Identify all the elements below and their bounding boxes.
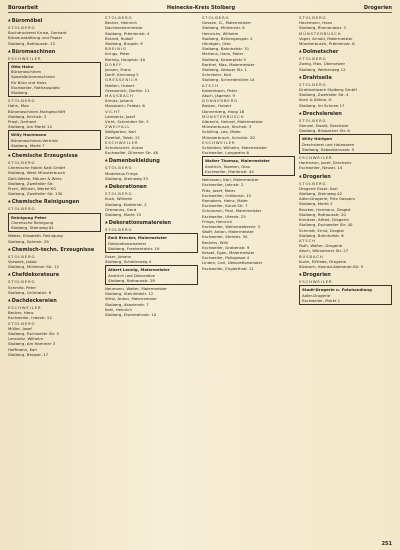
town-heading: STOLBERG <box>299 81 327 87</box>
listing-entry: Albrecht, Helmut, Malermeister <box>202 119 263 125</box>
listing-entry: Heckmann, Hans <box>299 20 333 26</box>
listing-entry: Weber, Elisabeth, Reinigung <box>8 233 63 239</box>
listing-entry: Stolberg, Markt 2 <box>299 201 333 207</box>
listing-entry: Dalli-Werke, Mäurer & Wirtz <box>8 175 62 181</box>
listing-entry: Stolberg, Bahnhofstr. 31 <box>202 46 250 52</box>
listing-entry: Büsbach, Konrad-Adenauer-Str. 9 <box>299 263 364 269</box>
listing-entry: Eschweiler, Wollenweberstr. 3 <box>202 223 261 229</box>
listing-entry: Vogel, Arnold, Malermeister <box>299 35 353 41</box>
display-ad-box <box>105 265 198 285</box>
listing-entry: Stolberg, Burgstr. 9 <box>105 41 143 47</box>
listing-entry: Stolberg, Kaiserplatz 5 <box>202 56 246 62</box>
listing-entry: Stolberg, Bahnhofstr. 6 <box>299 232 344 238</box>
listing-entry: Kohl, Heinrich <box>105 306 132 312</box>
listing-entry: Stolberg, Steinweg 42 <box>299 191 342 197</box>
listing-entry: Stolberg, Zweifaller Str. <box>8 180 54 186</box>
town-heading: VICHT <box>105 108 121 114</box>
town-heading: ESCHWEILER <box>8 304 42 310</box>
ad-line: für Büro und Haus <box>11 79 47 85</box>
town-heading: STOLBERG <box>105 165 133 171</box>
listing-entry: Atsch, Würselener Str. 27 <box>299 248 349 254</box>
listing-entry: Drogerie Esser, Karl <box>299 185 338 191</box>
listing-entry: Eschweiler, Dürener Str. 48 <box>105 150 159 156</box>
listing-entry: Breinig, Hauptstr. 40 <box>105 56 146 62</box>
listing-entry: Stolberg, Schellerweg 4 <box>105 259 152 265</box>
listing-entry: Bosten, Hubert <box>202 103 232 109</box>
display-ad-box <box>8 130 101 150</box>
listing-entry: Büromaschinen-Fachgeschäft <box>8 108 66 114</box>
listing-entry: Stolberg, Am Markt 14 <box>8 124 52 130</box>
listing-entry: Stolberg, Eschweiler Str. 5 <box>8 330 60 336</box>
listing-entry: Stolberg, Birkengangstr. 2 <box>202 35 253 41</box>
ad-line: Dekorationsmalerei <box>108 240 146 246</box>
listing-entry: Stolberg, Schneidmühle 14 <box>202 77 255 83</box>
listing-entry: Prym, William, Werke KG <box>8 186 57 192</box>
ad-line: Anstrich und Dekoration <box>108 272 156 278</box>
listing-entry: Nießen, Hubert <box>105 82 135 88</box>
listing-entry: Kaldenbach, Peter <box>202 87 238 93</box>
town-heading: MÜNSTERBUSCH <box>202 113 245 119</box>
town-heading: BREINIG <box>105 46 127 52</box>
listing-entry: Brandt, Rudolf <box>105 35 133 41</box>
town-heading: STOLBERG <box>8 320 36 326</box>
listing-entry: Schmidt, Ernst, Drogist <box>299 227 344 233</box>
listing-entry: Stolberg, Büsbacher Str. 8 <box>299 128 350 134</box>
listing-entry: Lennartz, Wilhelm <box>8 336 44 342</box>
display-ad-box <box>299 285 392 305</box>
listing-entry: Stolberg, Zweifaller Str. 130 <box>8 191 63 197</box>
display-ad-box <box>8 62 101 97</box>
ad-line: Adler-Drogerie <box>302 292 331 298</box>
listing-entry: Barthel, Max, Malermeister <box>202 61 255 67</box>
ad-line: Albert Lennig, Malermeister <box>108 267 170 273</box>
category-heading: ▲ Dekorationsmalereien <box>105 219 198 227</box>
listing-entry: Wirtz, Anton, Malermeister <box>105 296 158 302</box>
category-heading: ▲ Chemisch-techn. Erzeugnisse <box>8 246 101 254</box>
listing-entry: Gessen, G., Malermeister <box>202 20 252 26</box>
listing-entry: Münsterbusch, Schulstr. 20 <box>202 134 255 140</box>
listing-entry: Stolberg, Rhenaniastr. 3 <box>299 25 346 31</box>
listing-entry: Gressenich, Dorfstr. 11 <box>105 87 150 93</box>
listing-entry: Eschweiler, Kurze Str. 7 <box>202 203 248 209</box>
category-heading: ▲ Dolmetscher <box>299 48 392 56</box>
category-heading: ▲ Drogerien <box>299 271 392 279</box>
listing-entry: Stolberg, Im Schnee 17 <box>299 102 345 108</box>
listing-entry: Stenzel, Ewald, Drechsler <box>299 123 349 129</box>
town-heading: ESCHWEILER <box>105 139 139 145</box>
listing-entry: Schilling, Leo, Maler <box>202 129 241 135</box>
listing-entry: Eschweiler, Steinstr. 30 <box>202 234 248 240</box>
listing-entry: Eschweiler, Englerthstr. 11 <box>202 265 254 271</box>
listing-entry: Hartmann, Josef, Drechsler <box>299 160 352 166</box>
town-heading: ATSCH <box>299 237 316 243</box>
listing-entry: Stolberg, Markt 15 <box>105 211 142 217</box>
column-4 <box>299 15 392 547</box>
category-heading: ▲ Chefdekorateure <box>8 271 101 279</box>
ad-line: Stadt-Drogerie u. Fotohandlung <box>302 287 372 293</box>
listing-entry: Stolberg, Mühlener Str. 12 <box>8 264 59 270</box>
town-heading: STOLBERG <box>299 117 327 123</box>
town-heading: GRESSENICH <box>105 77 139 83</box>
ad-line: Reinigung Peter <box>11 214 47 220</box>
listing-entry: Ramakers, Heinz, Maler <box>202 197 248 203</box>
listing-entry: Stolberg, Eisenbahnstr. 10 <box>105 311 157 317</box>
listing-entry: Stolberg, Werk Münsterbusch <box>8 170 66 176</box>
category-heading: ▲ Drechslereien <box>299 110 392 118</box>
listing-entry: Stolberg, Kirchstr. 3 <box>8 113 47 119</box>
listing-entry: Schumann, Paul, Malermeister <box>202 208 262 214</box>
listing-entry: Stolberg, Weiherweg 12 <box>299 66 346 72</box>
town-heading: ESCHWEILER <box>299 279 333 285</box>
town-heading: STOLBERG <box>8 253 36 259</box>
listing-entry: Stolberg, Zweifaller Str. 4 <box>299 92 349 98</box>
ad-line: Stolberg, Rathausstr. 28 <box>108 277 155 283</box>
listing-columns <box>8 15 392 547</box>
listing-entry: Roth, Walter, Drogerie <box>299 243 343 249</box>
listing-entry: Stolberg, Prämienstr. 4 <box>105 30 150 36</box>
town-heading: ATSCH <box>202 82 219 88</box>
ad-line: Eschweiler, Rathausplatz <box>11 84 60 90</box>
category-heading: ▲ Büromöbel <box>8 17 101 25</box>
ad-line: Stolberg, Sebastianusstr. 5 <box>302 146 355 152</box>
display-ad-box <box>8 213 101 233</box>
ad-line: Büromaschinen-Vertrieb <box>11 137 58 143</box>
listing-entry: Stolberg, Klatterstr. 2 <box>105 201 147 207</box>
listing-entry: Kuck, Wilhelm <box>105 196 133 202</box>
listing-entry: Heinrichs, Wilhelm <box>202 30 239 36</box>
category-heading: ▲ Chemische Reinigungen <box>8 198 101 206</box>
listing-entry: Stolberg, Velauer Str. 1 <box>202 67 247 73</box>
column-2 <box>105 15 198 547</box>
listing-entry: Büroausstattung und Papier <box>8 35 63 41</box>
column-1 <box>8 15 101 547</box>
listing-entry: Eschweiler, Grabenstr. 9 <box>202 244 250 250</box>
ad-line: Drechslerei und Holzwaren <box>302 141 355 147</box>
ad-line: Büromaschinen <box>11 69 42 75</box>
listing-entry: Stolberg, Am Hammer 3 <box>8 341 56 347</box>
listing-entry: Prost, Gerhard <box>8 119 36 125</box>
listing-entry: Mausbach, Feldstr. 6 <box>105 103 145 109</box>
listing-entry: Lambertz, Josef <box>105 113 136 119</box>
listing-entry: Donnerberg, Hang 18 <box>202 108 245 114</box>
listing-entry: Kurth, Elfriede, Drogerie <box>299 258 347 264</box>
ad-line: Chemische Reinigung <box>11 219 54 225</box>
listing-entry: Stolberg, Salmstr. 29 <box>8 238 49 244</box>
ad-line: Spezialbüromaschinen <box>11 74 55 80</box>
town-heading: STOLBERG <box>299 15 327 20</box>
listing-entry: Hoffmann, Karl <box>8 346 38 352</box>
ad-line: Otto Hahn <box>11 64 34 70</box>
town-heading: STOLBERG <box>8 160 36 166</box>
town-heading: MAUSBACH <box>105 93 134 99</box>
ad-line: Eschweiler, Marienstr. 44 <box>205 168 254 174</box>
listing-entry: Schnitzler, Karl <box>202 72 232 78</box>
listing-entry: Eschweiler, Indestr. 22 <box>8 315 52 321</box>
listing-entry: Zweig, Max, Übersetzer <box>299 61 346 67</box>
listing-entry: Stolberg, Akazienstr. 7 <box>105 301 149 307</box>
listing-entry: Krings, Peter <box>105 51 130 57</box>
listing-entry: Beckers, Willi <box>202 239 228 245</box>
listing-entry: Linden, Carl, Dekorationsmaler <box>202 260 263 266</box>
category-heading: ▲ Drogerien <box>299 173 392 181</box>
listing-entry: Vicht, Schmidter Str. 3 <box>105 119 149 125</box>
listing-entry: Münsterbusch, Kirchstr. 3 <box>202 124 252 130</box>
listing-entry: Esser, Johann <box>105 253 132 259</box>
listing-entry: Kreutzer, Alfred, Drogerie <box>299 217 349 223</box>
ad-line: Stolberg <box>11 90 28 96</box>
listing-entry: Chemische Fabrik Kalk GmbH <box>8 165 66 171</box>
town-heading: STOLBERG <box>299 56 327 62</box>
listing-entry: Müller, Josef <box>8 325 32 331</box>
display-ad-box <box>105 233 198 253</box>
listing-entry: Münsterbusch, Prämienstr. 6 <box>299 41 355 47</box>
ad-line: Anstrich, Tapeten, Glas <box>205 163 250 169</box>
display-ad-box <box>202 156 295 176</box>
header-right: Drogerien <box>363 5 392 11</box>
ad-line: Stolberg, Steinweg 61 <box>11 225 54 231</box>
listing-entry: Nellessen, Karl, Malermeister <box>202 177 259 183</box>
listing-entry: Jansen, Franz <box>105 67 131 73</box>
category-heading: ▲ Damenbekleidung <box>105 157 198 165</box>
listing-entry: Stolberg, Eschweiler Str. 40 <box>299 222 353 228</box>
town-heading: STOLBERG <box>105 227 133 233</box>
listing-entry: Eschweiler, Neustr. 14 <box>299 165 343 171</box>
listing-entry: Eschweiler, Peilsgasse 4 <box>202 255 250 261</box>
listing-entry: Dorff, Kirchweg 2 <box>105 72 139 78</box>
listing-entry: Koch & Söhne, H. <box>299 97 333 103</box>
display-ad-box <box>299 134 392 154</box>
town-heading: DORFF <box>105 61 123 67</box>
category-heading: ▲ Dekorationen <box>105 183 198 191</box>
listing-entry: Dachdeckermeister <box>105 25 143 31</box>
listing-entry: Schmitz, Peter <box>8 284 37 290</box>
town-heading: ZWEIFALL <box>105 124 131 130</box>
ad-line: Walter Thomas, Malermeister <box>205 158 270 164</box>
category-heading: ▲ Dachdeckereien <box>8 297 101 305</box>
listing-entry: Modehaus Frings <box>105 170 138 176</box>
listing-entry: Stolberg, Bergstr. 17 <box>8 351 49 357</box>
listing-entry: Kreutz, Johann <box>105 98 134 104</box>
listing-entry: Eschweiler, Langwahn 6 <box>202 150 249 156</box>
listing-entry: Stolberg, Steinweg 33 <box>105 175 148 181</box>
ad-line: Willy Hürtgen <box>302 136 333 142</box>
listing-entry: Eschweiler, Uferstr. 25 <box>202 213 246 219</box>
town-heading: BÜSBACH <box>299 253 324 259</box>
town-heading: STOLBERG <box>8 25 36 30</box>
town-heading: STOLBERG <box>299 180 327 186</box>
listing-entry: Schleiden, Wilhelm, Malermeister <box>202 145 268 151</box>
listing-entry: Zweifall, Talstr. 21 <box>105 134 141 140</box>
listing-entry: Hündgen, Otto <box>202 41 231 47</box>
town-heading: MÜNSTERBUSCH <box>299 30 342 36</box>
listing-entry: Eschweiler, Odilienstr. 15 <box>202 192 252 198</box>
category-heading: ▲ Chemische Erzeugnisse <box>8 152 101 160</box>
town-heading: ESCHWEILER <box>202 139 236 145</box>
listing-entry: Adler-Drogerie, Fritz Gaspers <box>299 196 355 202</box>
town-heading: DONNERBERG <box>202 98 238 104</box>
town-heading: STOLBERG <box>105 191 133 197</box>
listing-entry: Schumacher, Anton <box>105 145 144 151</box>
listing-entry: Kessel, Egon, Malermeister <box>202 249 255 255</box>
category-heading: ▲ Drahtseile <box>299 74 392 82</box>
town-heading: STOLBERG <box>202 15 230 20</box>
ad-line: Emil Brecker, Malermeister <box>108 235 168 241</box>
listing-entry: Buchdruckerei Kruse, Gerhard <box>8 30 67 36</box>
listing-entry: Drahtseilwerk Stolberg GmbH <box>299 87 357 93</box>
listing-entry: Wollgarten, Karl <box>105 129 137 135</box>
listing-entry: Stolberg, Steinfeldstr. 12 <box>105 291 154 297</box>
listing-entry: Stolberg, Rathausstr. 20 <box>299 211 346 217</box>
listing-entry: Becker, Heinrich <box>105 20 137 26</box>
listing-entry: Stolberg, Mühlenstr. 8 <box>202 25 245 31</box>
listing-entry: Stolberg, Grüntalstr. 8 <box>8 289 52 295</box>
page-number: 251 <box>381 541 392 547</box>
running-header <box>8 4 392 13</box>
listing-entry: Hahn, Max <box>8 103 29 109</box>
town-heading: STOLBERG <box>8 279 36 285</box>
listing-entry: Mertens, Hans, Maler <box>202 51 244 57</box>
town-heading: ESCHWEILER <box>8 55 42 61</box>
listing-entry: Brocker, Hermann, Drogist <box>299 206 351 212</box>
listing-entry: Vorwerk, Jakob <box>8 258 37 264</box>
town-heading: ESCHWEILER <box>299 155 333 161</box>
listing-entry: Eschweiler, Jahnstr. 2 <box>202 182 244 188</box>
listing-entry: Wolff, Anton, Malermeister <box>202 229 254 235</box>
town-heading: STOLBERG <box>8 98 36 104</box>
listing-entry: Ortmanns, Gerd <box>105 206 137 212</box>
header-left: Büroarbeit <box>8 5 39 11</box>
ad-line: Eschweiler, Markt 1 <box>302 297 341 303</box>
listing-entry: Frings, Heinrich <box>202 218 233 224</box>
town-heading: STOLBERG <box>8 206 36 212</box>
listing-entry: Stolberg, Rathausstr. 13 <box>8 40 55 46</box>
town-heading: STOLBERG <box>105 15 133 20</box>
ad-line: Stolberg, Frankentalstr. 19 <box>108 245 160 251</box>
listing-entry: Becker, Hans <box>8 310 34 316</box>
listing-entry: Neumann, Walter, Malermeister <box>105 285 167 291</box>
listing-entry: Pütz, Josef, Maler <box>202 187 236 193</box>
header-center: Heinecke-Kreis Stolberg <box>166 5 236 11</box>
ad-line: Stolberg, Markt 7 <box>11 142 45 148</box>
category-heading: ▲ Büromaschinen <box>8 48 101 56</box>
ad-line: Willy Hochmann <box>11 132 47 138</box>
column-3 <box>202 15 295 547</box>
listing-entry: Atsch, Jägerstr. 9 <box>202 93 235 99</box>
